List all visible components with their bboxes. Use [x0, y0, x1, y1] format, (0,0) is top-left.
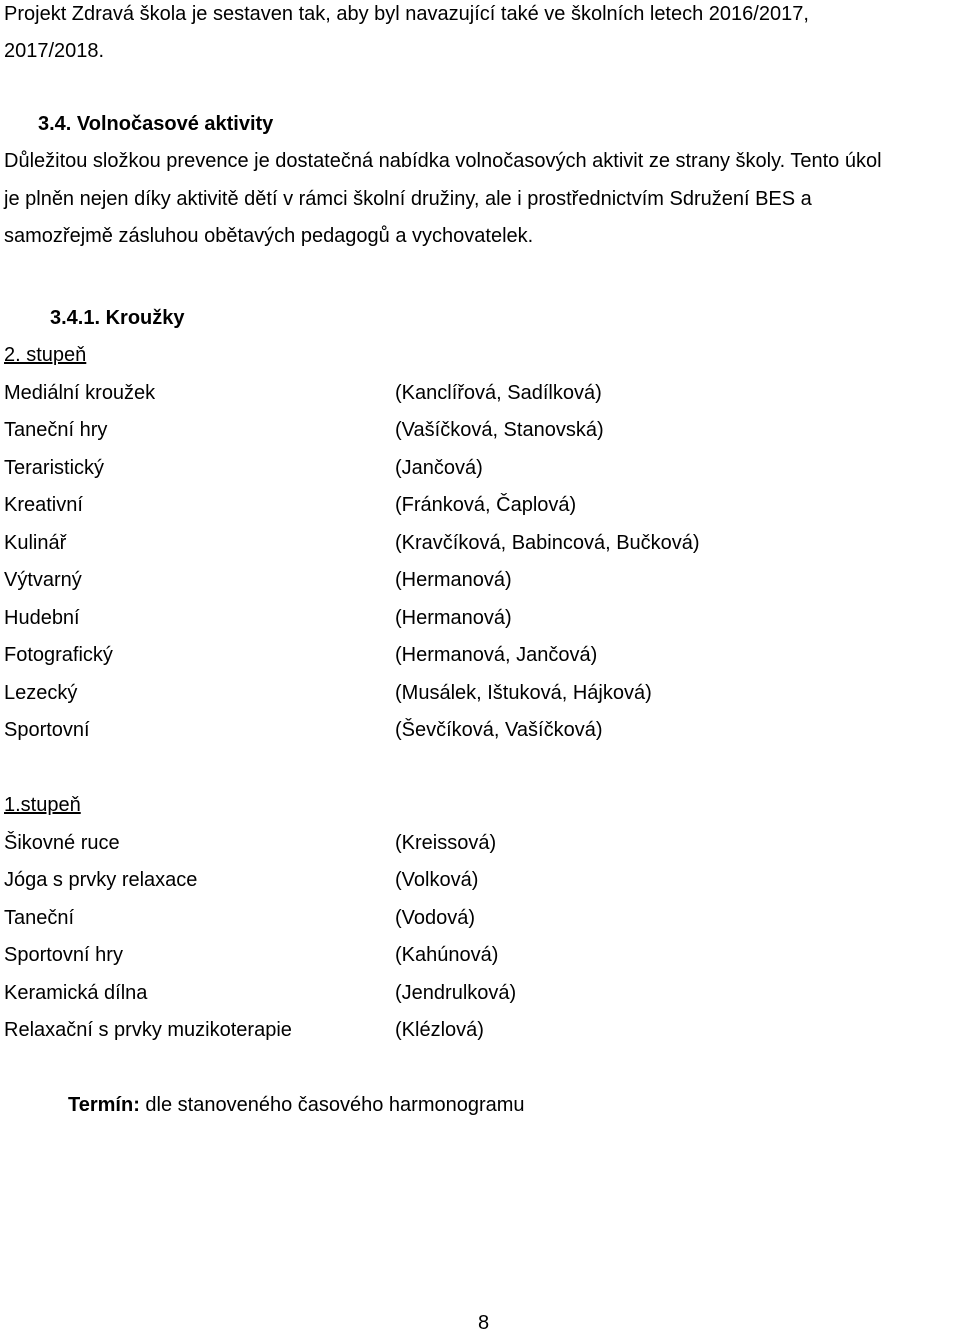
club-name: Kreativní: [4, 494, 83, 516]
club-name: Kulinář: [4, 532, 67, 554]
club-teachers: (Fránková, Čaplová): [395, 494, 577, 516]
club-teachers: (Hermanová): [395, 607, 512, 629]
club-teachers: (Volková): [395, 869, 479, 891]
stage1-label: 1.stupeň: [4, 794, 81, 816]
club-teachers: (Kahúnová): [395, 944, 499, 966]
club-teachers: (Hermanová, Jančová): [395, 644, 598, 666]
subsection-heading: 3.4.1. Kroužky: [50, 307, 185, 329]
club-teachers: (Jančová): [395, 457, 483, 479]
term-label: Termín:: [68, 1094, 140, 1116]
club-name: Taneční hry: [4, 419, 108, 441]
club-name: Relaxační s prvky muzikoterapie: [4, 1019, 292, 1041]
club-teachers: (Kanclířová, Sadílková): [395, 382, 602, 404]
club-name: Lezecký: [4, 682, 78, 704]
club-name: Sportovní: [4, 719, 90, 741]
section-paragraph-line-1: Důležitou složkou prevence je dostatečná nabídka volnočasových aktivit ze strany školy. Tento úkol: [4, 150, 882, 172]
club-teachers: (Hermanová): [395, 569, 512, 591]
club-name: Sportovní hry: [4, 944, 123, 966]
club-name: Šikovné ruce: [4, 832, 120, 854]
club-teachers: (Klézlová): [395, 1019, 484, 1041]
club-teachers: (Kreissová): [395, 832, 497, 854]
club-teachers: (Kravčíková, Babincová, Bučková): [395, 532, 700, 554]
intro-line-1: Projekt Zdravá škola je sestaven tak, aby byl navazující také ve školních letech 2016/2017,: [4, 3, 809, 25]
term-text: dle stanoveného časového harmonogramu: [139, 1094, 525, 1116]
section-paragraph-line-2: je plněn nejen díky aktivitě dětí v rámci školní družiny, ale i prostřednictvím Sdružení BES a: [4, 188, 812, 210]
section-paragraph-line-3: samozřejmě zásluhou obětavých pedagogů a vychovatelek.: [4, 225, 534, 247]
club-name: Výtvarný: [4, 569, 82, 591]
club-teachers: (Jendrulková): [395, 982, 517, 1004]
club-teachers: (Musálek, Ištuková, Hájková): [395, 682, 652, 704]
club-name: Teraristický: [4, 457, 105, 479]
club-name: Fotografický: [4, 644, 113, 666]
stage2-label: 2. stupeň: [4, 344, 87, 366]
intro-line-2: 2017/2018.: [4, 40, 105, 62]
club-teachers: (Vodová): [395, 907, 476, 929]
club-name: Keramická dílna: [4, 982, 148, 1004]
club-teachers: (Ševčíková, Vašíčková): [395, 719, 603, 741]
club-name: Mediální kroužek: [4, 382, 156, 404]
club-teachers: (Vašíčková, Stanovská): [395, 419, 604, 441]
term-line: [68, 1093, 525, 1117]
club-name: Taneční: [4, 907, 75, 929]
section-heading: 3.4. Volnočasové aktivity: [38, 113, 274, 135]
club-name: Hudební: [4, 607, 80, 629]
page-number: 8: [478, 1312, 490, 1334]
club-name: Jóga s prvky relaxace: [4, 869, 198, 891]
